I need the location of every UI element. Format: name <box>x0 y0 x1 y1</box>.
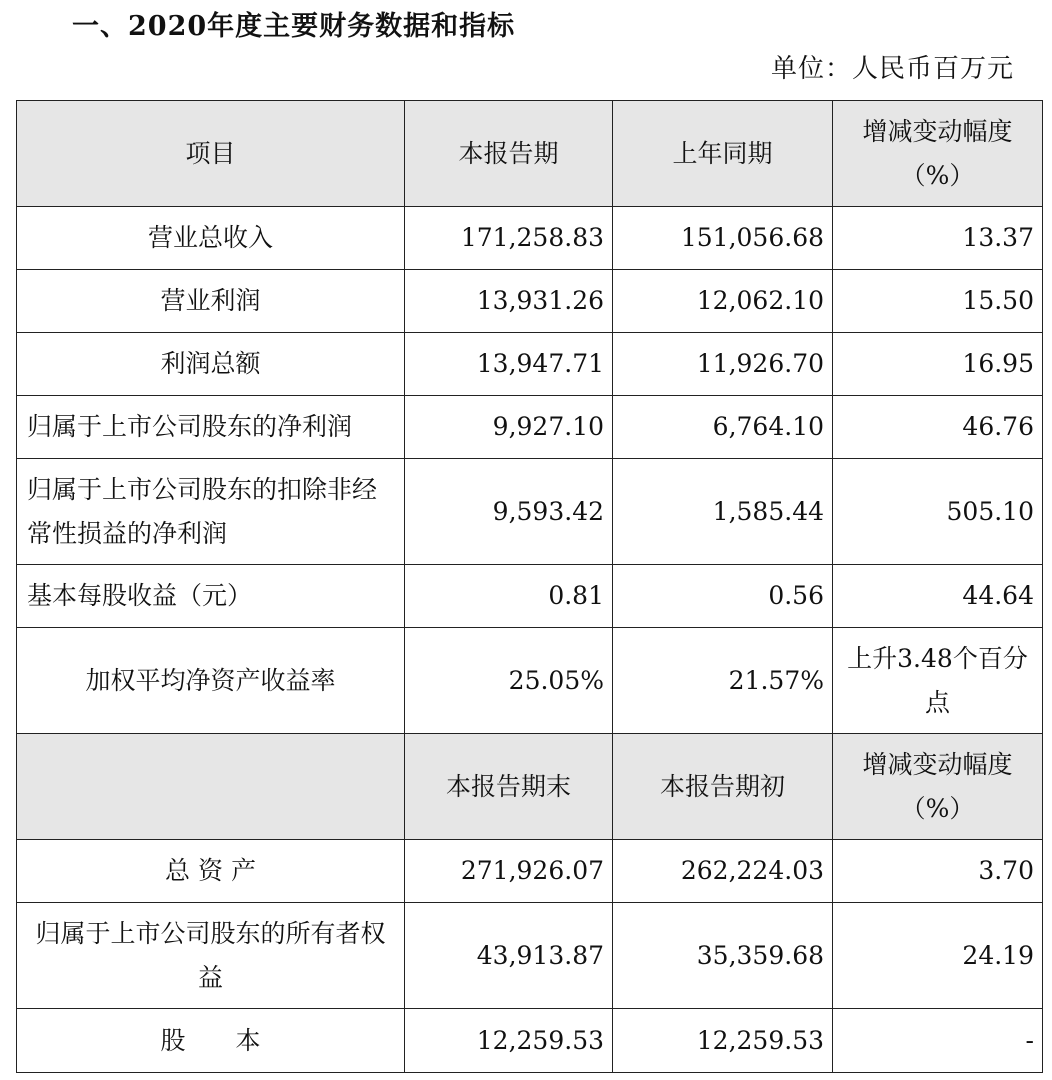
cell-prior: 1,585.44 <box>613 459 833 565</box>
unit-note: 单位：人民币百万元 <box>770 54 1014 84</box>
cell-prior: 262,224.03 <box>613 840 833 903</box>
table-row <box>17 207 1043 270</box>
table-row <box>17 396 1043 459</box>
cell-change: 44.64 <box>833 565 1043 628</box>
row-label: 归属于上市公司股东的净利润 <box>17 396 405 459</box>
cell-current: 13,947.71 <box>405 333 613 396</box>
subheader-item <box>17 734 405 840</box>
cell-change: 16.95 <box>833 333 1043 396</box>
cell-prior: 21.57% <box>613 628 833 734</box>
table-subheader-row <box>17 734 1043 840</box>
cell-change: 上升3.48个百分点 <box>833 628 1043 734</box>
cell-current: 12,259.53 <box>405 1009 613 1073</box>
cell-current: 43,913.87 <box>405 903 613 1009</box>
header-prior-period: 上年同期 <box>613 101 833 207</box>
table-row <box>17 270 1043 333</box>
row-label: 基本每股收益（元） <box>17 565 405 628</box>
table-row <box>17 565 1043 628</box>
cell-change: 13.37 <box>833 207 1043 270</box>
table-row <box>17 333 1043 396</box>
cell-prior: 11,926.70 <box>613 333 833 396</box>
cell-prior: 6,764.10 <box>613 396 833 459</box>
cell-prior: 35,359.68 <box>613 903 833 1009</box>
cell-change: 24.19 <box>833 903 1043 1009</box>
financial-indicators-table <box>16 100 1043 1073</box>
cell-current: 25.05% <box>405 628 613 734</box>
subheader-period-end: 本报告期末 <box>405 734 613 840</box>
row-label: 归属于上市公司股东的扣除非经常性损益的净利润 <box>17 459 405 565</box>
table-row <box>17 840 1043 903</box>
cell-change: - <box>833 1009 1043 1073</box>
cell-current: 0.81 <box>405 565 613 628</box>
table-header-row <box>17 101 1043 207</box>
row-label: 加权平均净资产收益率 <box>17 628 405 734</box>
cell-current: 271,926.07 <box>405 840 613 903</box>
cell-prior: 151,056.68 <box>613 207 833 270</box>
header-change: 增减变动幅度（%） <box>833 101 1043 207</box>
cell-prior: 0.56 <box>613 565 833 628</box>
row-label: 营业利润 <box>17 270 405 333</box>
cell-change: 46.76 <box>833 396 1043 459</box>
row-label: 营业总收入 <box>17 207 405 270</box>
cell-current: 13,931.26 <box>405 270 613 333</box>
table-row <box>17 1009 1043 1073</box>
row-label: 总 资 产 <box>17 840 405 903</box>
cell-change: 15.50 <box>833 270 1043 333</box>
header-current-period: 本报告期 <box>405 101 613 207</box>
cell-prior: 12,259.53 <box>613 1009 833 1073</box>
cell-prior: 12,062.10 <box>613 270 833 333</box>
cell-current: 9,927.10 <box>405 396 613 459</box>
cell-current: 171,258.83 <box>405 207 613 270</box>
row-label: 利润总额 <box>17 333 405 396</box>
cell-change: 505.10 <box>833 459 1043 565</box>
header-item: 项目 <box>17 101 405 207</box>
table-row <box>17 459 1043 565</box>
subheader-period-start: 本报告期初 <box>613 734 833 840</box>
table-row <box>17 628 1043 734</box>
row-label: 股 本 <box>17 1009 405 1073</box>
table-row <box>17 903 1043 1009</box>
subheader-change: 增减变动幅度（%） <box>833 734 1043 840</box>
cell-current: 9,593.42 <box>405 459 613 565</box>
section-heading: 一、2020年度主要财务数据和指标 <box>72 11 516 42</box>
row-label: 归属于上市公司股东的所有者权益 <box>17 903 405 1009</box>
cell-change: 3.70 <box>833 840 1043 903</box>
